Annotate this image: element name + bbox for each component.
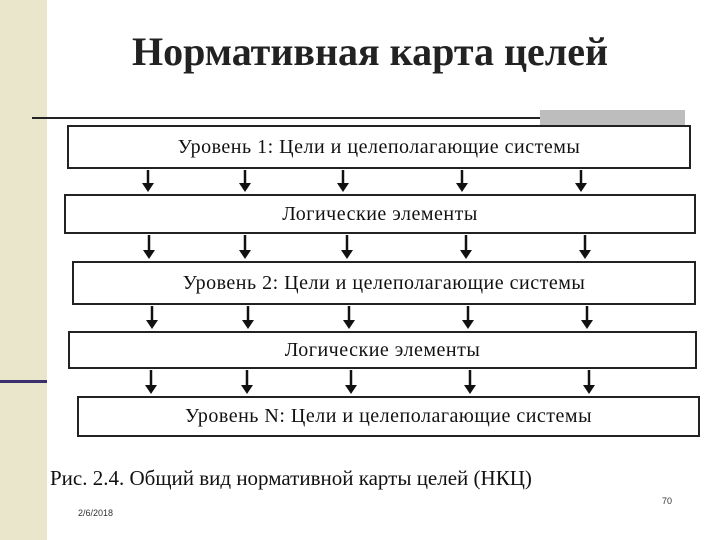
down-arrow-icon bbox=[575, 170, 587, 192]
down-arrow-icon bbox=[145, 370, 157, 394]
down-arrow-icon bbox=[239, 170, 251, 192]
level-n-box: Уровень N: Цели и целеполагающие системы bbox=[77, 396, 700, 437]
down-arrow-icon bbox=[239, 235, 251, 259]
footer-date: 2/6/2018 bbox=[78, 508, 114, 518]
figure-caption: Рис. 2.4. Общий вид нормативной карты целей (НКЦ) bbox=[50, 466, 532, 490]
down-arrow-icon bbox=[581, 306, 593, 329]
left-decor-bar bbox=[0, 0, 47, 540]
logic-elements-box-2: Логические элементы bbox=[68, 331, 697, 369]
down-arrow-icon bbox=[456, 170, 468, 192]
level-1-box: Уровень 1: Цели и целеполагающие системы bbox=[67, 125, 691, 169]
level-2-box: Уровень 2: Цели и целеполагающие системы bbox=[72, 261, 696, 305]
down-arrow-icon bbox=[464, 370, 476, 394]
logic-elements-box-1: Логические элементы bbox=[64, 194, 696, 234]
down-arrow-icon bbox=[343, 306, 355, 329]
down-arrow-icon bbox=[579, 235, 591, 259]
down-arrow-icon bbox=[583, 370, 595, 394]
down-arrow-icon bbox=[341, 235, 353, 259]
down-arrow-icon bbox=[142, 170, 154, 192]
title-divider-block bbox=[540, 110, 685, 126]
down-arrow-icon bbox=[462, 306, 474, 329]
slide-title: Нормативная карта целей bbox=[131, 29, 608, 74]
footer-page-number: 70 bbox=[662, 496, 673, 506]
down-arrow-icon bbox=[337, 170, 349, 192]
down-arrow-icon bbox=[143, 235, 155, 259]
down-arrow-icon bbox=[460, 235, 472, 259]
down-arrow-icon bbox=[242, 306, 254, 329]
down-arrow-icon bbox=[241, 370, 253, 394]
left-decor-accent-line bbox=[0, 380, 47, 383]
down-arrow-icon bbox=[345, 370, 357, 394]
down-arrow-icon bbox=[146, 306, 158, 329]
